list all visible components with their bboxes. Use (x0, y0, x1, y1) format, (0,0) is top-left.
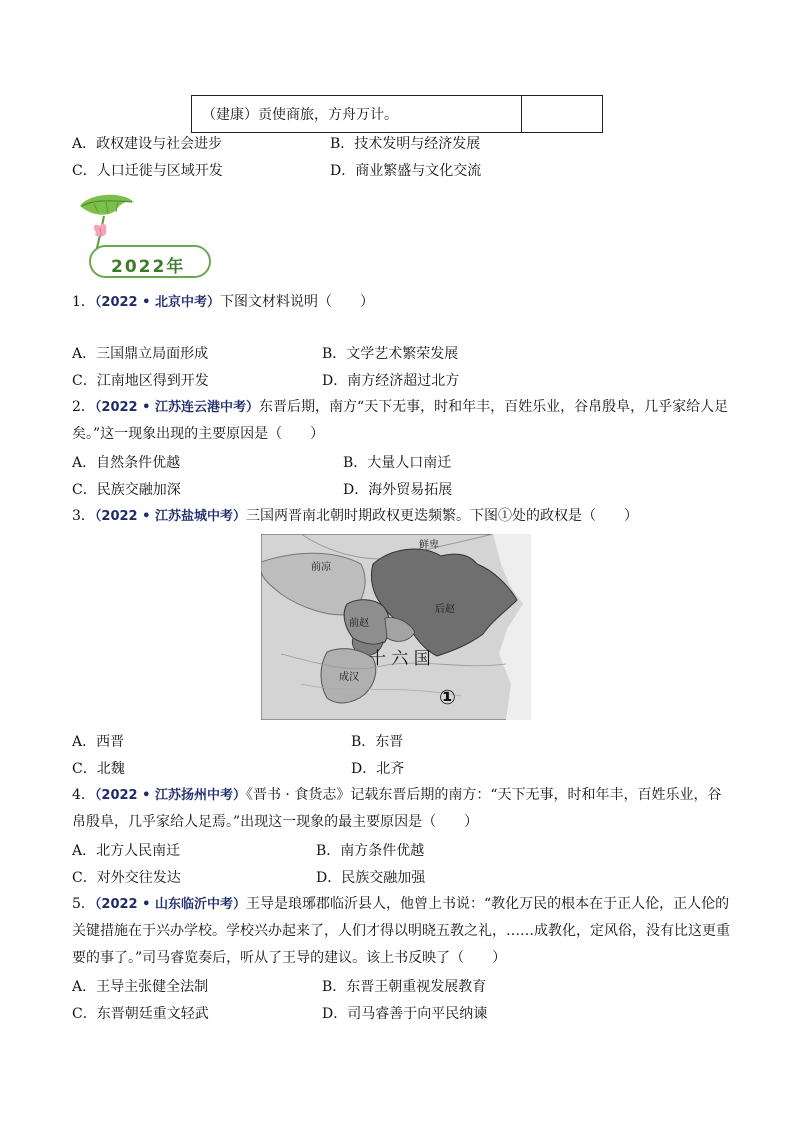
question-number: 3． (72, 508, 95, 524)
map-label-chenghan: 成汉 (339, 672, 359, 683)
question-4 (72, 782, 732, 836)
map-label-houzhao: 后赵 (435, 604, 455, 615)
q5-option-b: B．东晋王朝重视发展教育 (322, 979, 487, 995)
q4-option-b: B．南方条件优越 (316, 843, 425, 859)
sixteen-kingdoms-map (261, 534, 531, 720)
q1-option-b: B．文学艺术繁荣发展 (322, 346, 459, 362)
q1-option-a: A．三国鼎立局面形成 (72, 346, 209, 362)
material-table-text: （建康）贡使商旅，方舟万计。 (192, 96, 522, 132)
question-source: （2022 • 北京中考） (94, 295, 220, 310)
material-table (191, 95, 603, 133)
question-source: （2022 • 山东临沂中考） (94, 897, 246, 912)
year-section-badge (89, 245, 211, 278)
map-label-shiliuguo: 十 六 国 (369, 649, 431, 669)
q5-option-d: D．司马睿善于向平民纳谏 (322, 1006, 488, 1022)
map-marker-1: ① (439, 685, 456, 709)
q2-option-a: A．自然条件优越 (72, 455, 181, 471)
q3-option-c: C．北魏 (72, 761, 125, 777)
q5-option-c: C．东晋朝廷重文轻武 (72, 1006, 209, 1022)
question-stem: 《晋书 · 食货志》记载东晋后期的南方：“天下无事，时和年丰，百姓乐业，谷帛殷阜，几乎家给人足焉。”出现这一现象的最主要原因是（ ） (72, 787, 722, 830)
prev-option-d: D．商业繁盛与文化交流 (330, 163, 482, 179)
question-source: （2022 • 江苏盐城中考） (94, 509, 246, 524)
question-number: 1． (72, 294, 95, 310)
q3-option-d: D．北齐 (351, 761, 405, 777)
question-number: 2． (72, 399, 95, 415)
question-stem: 下图文材料说明（ ） (219, 294, 374, 310)
question-stem: 三国两晋南北朝时期政权更迭频繁。下图①处的政权是（ ） (245, 508, 638, 524)
q1-option-c: C．江南地区得到开发 (72, 373, 209, 389)
q1-option-d: D．南方经济超过北方 (322, 373, 460, 389)
q5-option-a: A．王导主张健全法制 (72, 979, 209, 995)
map-label-qianzhao: 前赵 (349, 618, 369, 629)
q2-option-d: D．海外贸易拓展 (343, 482, 453, 498)
prev-option-b: B．技术发明与经济发展 (330, 136, 481, 152)
q3-option-a: A．西晋 (72, 734, 125, 750)
q4-option-d: D．民族交融加强 (316, 870, 426, 886)
question-5 (72, 891, 732, 972)
question-1 (72, 289, 732, 316)
question-stem: 王导是琅琊郡临沂县人，他曾上书说：“教化万民的根本在于正人伦，正人伦的关键措施在于兴办学校。学校兴办起来了，人们才得以明晓五教之礼，……成教化，定风俗，没有比这更重要的事了。”司马睿览奏后，听从了王导的建议。该上书反映了（ ） (72, 896, 730, 966)
question-2 (72, 394, 732, 448)
map-label-qianliang: 前凉 (311, 562, 331, 573)
year-section-label: 2022年 (111, 257, 186, 277)
q2-option-b: B．大量人口南迁 (343, 455, 452, 471)
question-stem: 东晋后期，南方“天下无事，时和年丰，百姓乐业，谷帛殷阜，几乎家给人足矣。”这一现象出现的主要原因是（ ） (72, 399, 729, 442)
question-number: 5． (72, 896, 95, 912)
question-number: 4． (72, 787, 95, 803)
map-label-xianbei: 鲜卑 (419, 540, 439, 551)
prev-option-c: C．人口迁徙与区域开发 (72, 163, 223, 179)
q4-option-a: A．北方人民南迁 (72, 843, 181, 859)
question-source: （2022 • 江苏扬州中考） (94, 788, 246, 803)
q3-option-b: B．东晋 (351, 734, 404, 750)
prev-option-a: A．政权建设与社会进步 (72, 136, 223, 152)
q4-option-c: C．对外交往发达 (72, 870, 181, 886)
question-source: （2022 • 江苏连云港中考） (94, 400, 259, 415)
q2-option-c: C．民族交融加深 (72, 482, 181, 498)
material-table-empty-cell (522, 96, 602, 132)
question-3 (72, 503, 732, 530)
